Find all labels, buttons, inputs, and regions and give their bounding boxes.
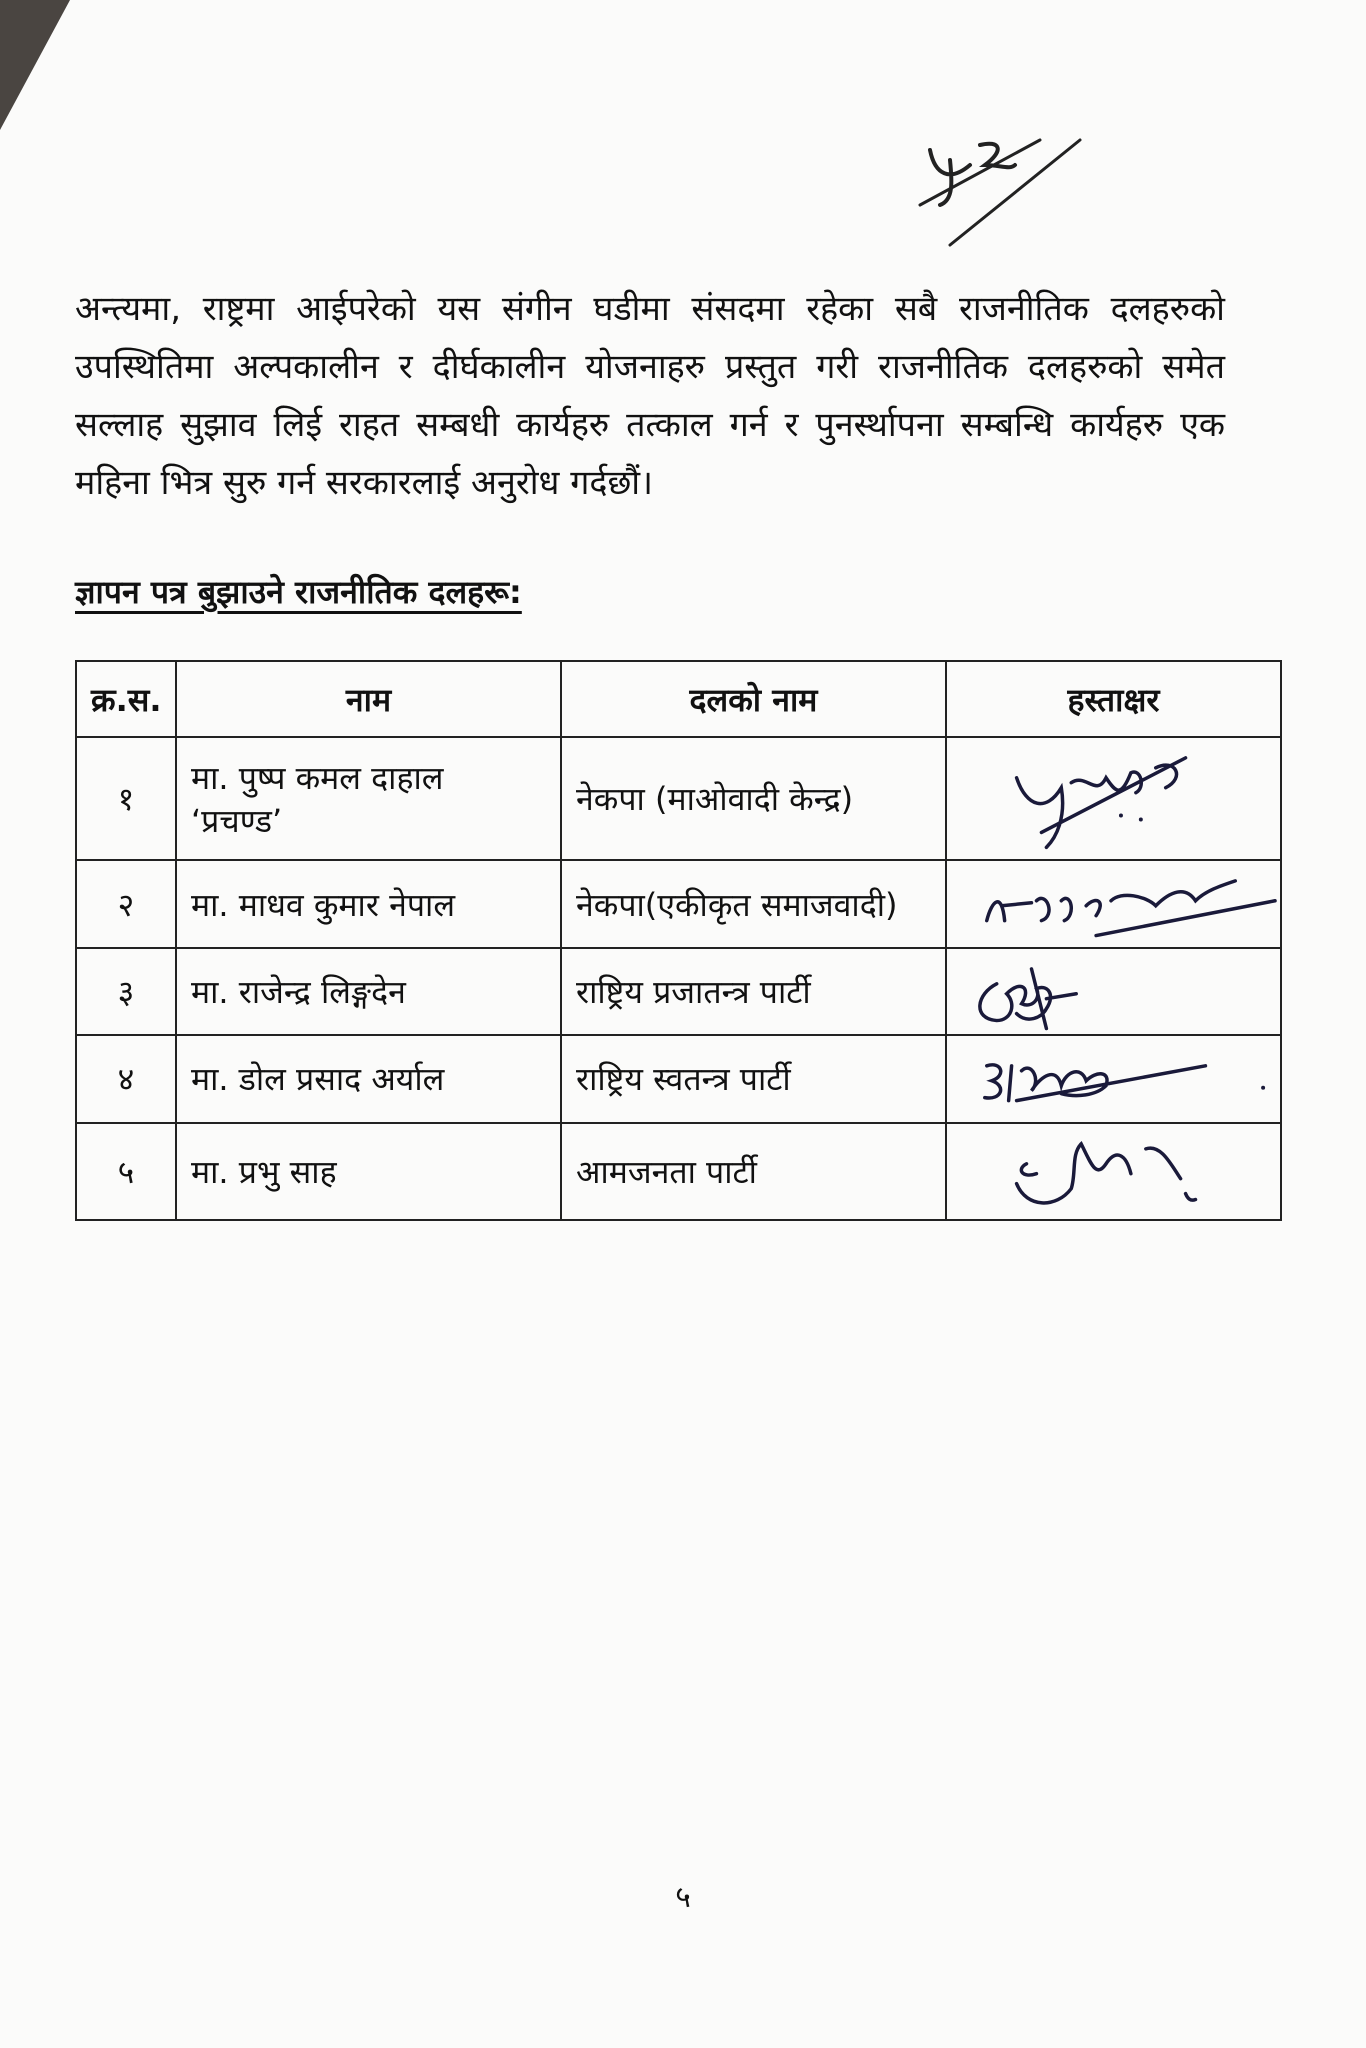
signature-cell xyxy=(946,1035,1281,1122)
name-cell: मा. डोल प्रसाद अर्याल xyxy=(176,1035,561,1122)
party-cell: आमजनता पार्टी xyxy=(561,1123,946,1220)
signature-mark xyxy=(947,861,1280,946)
name-line-alias: ‘प्रचण्ड’ xyxy=(191,801,283,840)
serial-cell: २ xyxy=(76,860,176,947)
header-name: नाम xyxy=(176,661,561,737)
handwritten-page-mark-drawing xyxy=(910,120,1090,270)
signature-cell xyxy=(946,948,1281,1035)
header-signature: हस्ताक्षर xyxy=(946,661,1281,737)
party-cell: राष्ट्रिय प्रजातन्त्र पार्टी xyxy=(561,948,946,1035)
signature-mark xyxy=(947,949,1280,1034)
signature-cell xyxy=(946,860,1281,947)
serial-cell: १ xyxy=(76,737,176,860)
signature-cell xyxy=(946,1123,1281,1220)
signature-mark xyxy=(947,1036,1280,1121)
table-header-row xyxy=(76,661,1281,737)
name-cell xyxy=(176,737,561,860)
party-cell: राष्ट्रिय स्वतन्त्र पार्टी xyxy=(561,1035,946,1122)
serial-cell: ४ xyxy=(76,1035,176,1122)
page-number: ५ xyxy=(675,1880,691,1915)
table-row xyxy=(76,1123,1281,1220)
header-serial: क्र.स. xyxy=(76,661,176,737)
name-line: मा. पुष्प कमल दाहाल xyxy=(191,758,444,797)
table-row xyxy=(76,860,1281,947)
serial-cell: ५ xyxy=(76,1123,176,1220)
signature-mark xyxy=(947,1124,1280,1219)
name-cell: मा. प्रभु साह xyxy=(176,1123,561,1220)
name-cell: मा. राजेन्द्र लिङ्गदेन xyxy=(176,948,561,1035)
signature-cell xyxy=(946,737,1281,860)
name-cell: मा. माधव कुमार नेपाल xyxy=(176,860,561,947)
table-row xyxy=(76,1035,1281,1122)
table-row xyxy=(76,948,1281,1035)
signature-mark xyxy=(947,738,1280,859)
scan-corner-shadow xyxy=(0,0,70,130)
table-row xyxy=(76,737,1281,860)
signatories-table xyxy=(75,660,1282,1221)
party-cell: नेकपा(एकीकृत समाजवादी) xyxy=(561,860,946,947)
memorandum-closing-paragraph: अन्त्यमा, राष्ट्रमा आईपरेको यस संगीन घडीमा संसदमा रहेका सबै राजनीतिक दलहरुको उपस्थितिमा अल्पकालीन र दीर्घकालीन योजनाहरु प्रस्तुत गरी राजनीतिक दलहरुको समेत सल्लाह सुझाव लिई राहत सम्बधी कार्यहरु तत्काल गर्न र पुनर्स्थापना सम्बन्धि कार्यहरु एक महिना भित्र सुरु गर्न सरकारलाई अनुरोध गर्दछौं। xyxy=(75,289,1225,503)
handwritten-page-mark xyxy=(910,120,1090,270)
serial-cell: ३ xyxy=(76,948,176,1035)
party-cell: नेकपा (माओवादी केन्द्र) xyxy=(561,737,946,860)
signatories-heading: ज्ञापन पत्र बुझाउने राजनीतिक दलहरू: xyxy=(75,573,522,611)
header-party: दलको नाम xyxy=(561,661,946,737)
